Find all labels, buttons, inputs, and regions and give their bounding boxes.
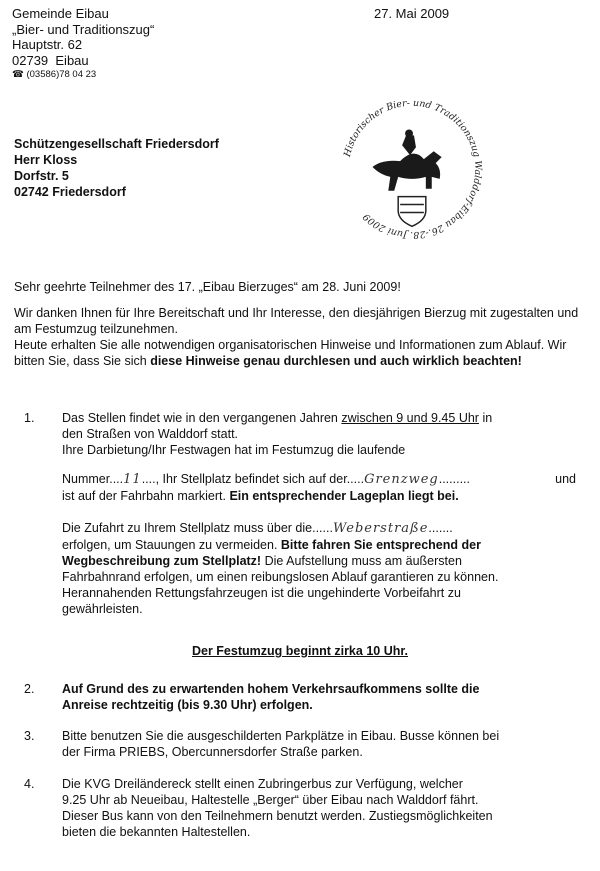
item-2-number: 2. [24, 682, 35, 696]
item-1-line-5: ist auf der Fahrbahn markiert. Ein entsprechender Lageplan liegt bei. [62, 489, 459, 503]
sender-phone: (03586)78 04 23 [26, 69, 97, 80]
phone-icon: ☎ [12, 69, 24, 80]
item-1-line-2: den Straßen von Walddorf statt. [62, 427, 239, 441]
sender-city-line [12, 53, 154, 69]
sender-address [12, 6, 154, 82]
item-1-line-3: Ihre Darbietung/Ihr Festwagen hat im Festumzug die laufende [62, 443, 406, 457]
item-1-line-8: Wegbeschreibung zum Stellplatz! Die Aufstellung muss am äußersten [62, 554, 462, 568]
item-1-line-10: Herannahenden Rettungsfahrzeugen ist die ungehinderte Vorbeifahrt zu [62, 586, 461, 600]
item-3-number: 3. [24, 729, 35, 743]
greeting: Sehr geehrte Teilnehmer des 17. „Eibau Bierzuges“ am 28. Juni 2009! [14, 280, 401, 294]
item-1-access-line: Die Zufahrt zu Ihrem Stellplatz muss über die......Weberstraße....... [62, 521, 453, 536]
time-window: zwischen 9 und 9.45 Uhr [341, 411, 479, 425]
recipient-person: Herr Kloss [14, 153, 78, 167]
float-number-handwritten: 11 [123, 472, 142, 487]
item-4: Die KVG Dreiländereck stellt einen Zubringerbus zur Verfügung, welcher 9.25 Uhr ab Neueibau, Haltestelle „Berger“ über Eibau nach Walddorf fährt. Dieser Bus kann von den Teilnehmern benutzt werden. Zustiegsmöglichkeiten bieten die bekannten Haltestellen. [62, 777, 493, 839]
sender-city: Eibau [55, 52, 89, 68]
item-1-line-7: erfolgen, um Stauungen zu vermeiden. Bitte fahren Sie entsprechend der [62, 538, 481, 552]
recipient-org: Schützengesellschaft Friedersdorf [14, 137, 219, 151]
item-1-fill-line: Nummer....11...., Ihr Stellplatz befindet sich auf der.....Grenzweg......... und [62, 472, 576, 487]
access-street-handwritten: Weberstraße [332, 521, 429, 536]
intro [14, 305, 579, 369]
street-handwritten: Grenzweg [364, 472, 439, 487]
item-1-line-11: gewährleisten. [62, 602, 143, 616]
item-1-line-1: Das Stellen findet wie in den vergangenen Jahren zwischen 9 und 9.45 Uhr in [62, 411, 493, 425]
recipient-street: Dorfstr. 5 [14, 169, 69, 183]
festumzug-notice: Der Festumzug beginnt zirka 10 Uhr. [191, 644, 408, 658]
item-1-number: 1. [24, 411, 35, 425]
intro-p2: Heute erhalten Sie alle notwendigen organisatorischen Hinweise und Informationen zum Ablauf. Wir bitten Sie, dass Sie sich diese Hinweise genau durchlesen und auch wirklich beachten! [14, 338, 567, 368]
intro-emphasis: diese Hinweise genau durchlesen und auch wirklich beachten! [150, 354, 522, 368]
item-2: Auf Grund des zu erwartenden hohem Verkehrsaufkommens sollte die Anreise rechtzeitig (bis 9.30 Uhr) erfolgen. [62, 682, 480, 712]
seal-text: Historischer Bier- und Traditionszug Walddorf-Eibau 26.-28. Juni 2009 [342, 97, 484, 241]
item-1 [62, 410, 582, 617]
item-1-line-9: Fahrbahnrand erfolgen, um einen reibungslosen Ablauf garantieren zu können. [62, 570, 499, 584]
recipient-address [14, 136, 219, 200]
intro-p1: Wir danken Ihnen für Ihre Bereitschaft und Ihr Interesse, den diesjährigen Bierzug mit zugestalten und am Festumzug teilzunehmen. [14, 306, 579, 336]
item-4-number: 4. [24, 777, 35, 791]
und-label: und [555, 472, 576, 486]
horse-rider-icon [373, 130, 442, 191]
sender-street: Hauptstr. 62 [12, 37, 83, 52]
sender-phone-line [12, 68, 154, 82]
sender-postal: 02739 [12, 52, 49, 68]
seal-stamp [333, 90, 491, 248]
sender-name: Gemeinde Eibau [12, 6, 109, 21]
item-3: Bitte benutzen Sie die ausgeschilderten Parkplätze in Eibau. Busse können bei der Firma PRIEBS, Obercunnersdorfer Straße parken. [62, 729, 500, 759]
coat-of-arms-icon [398, 197, 426, 227]
sender-subtitle: „Bier- und Traditionszug“ [12, 21, 155, 37]
recipient-city: 02742 Friedersdorf [14, 185, 126, 199]
letter-date: 27. Mai 2009 [374, 6, 450, 21]
